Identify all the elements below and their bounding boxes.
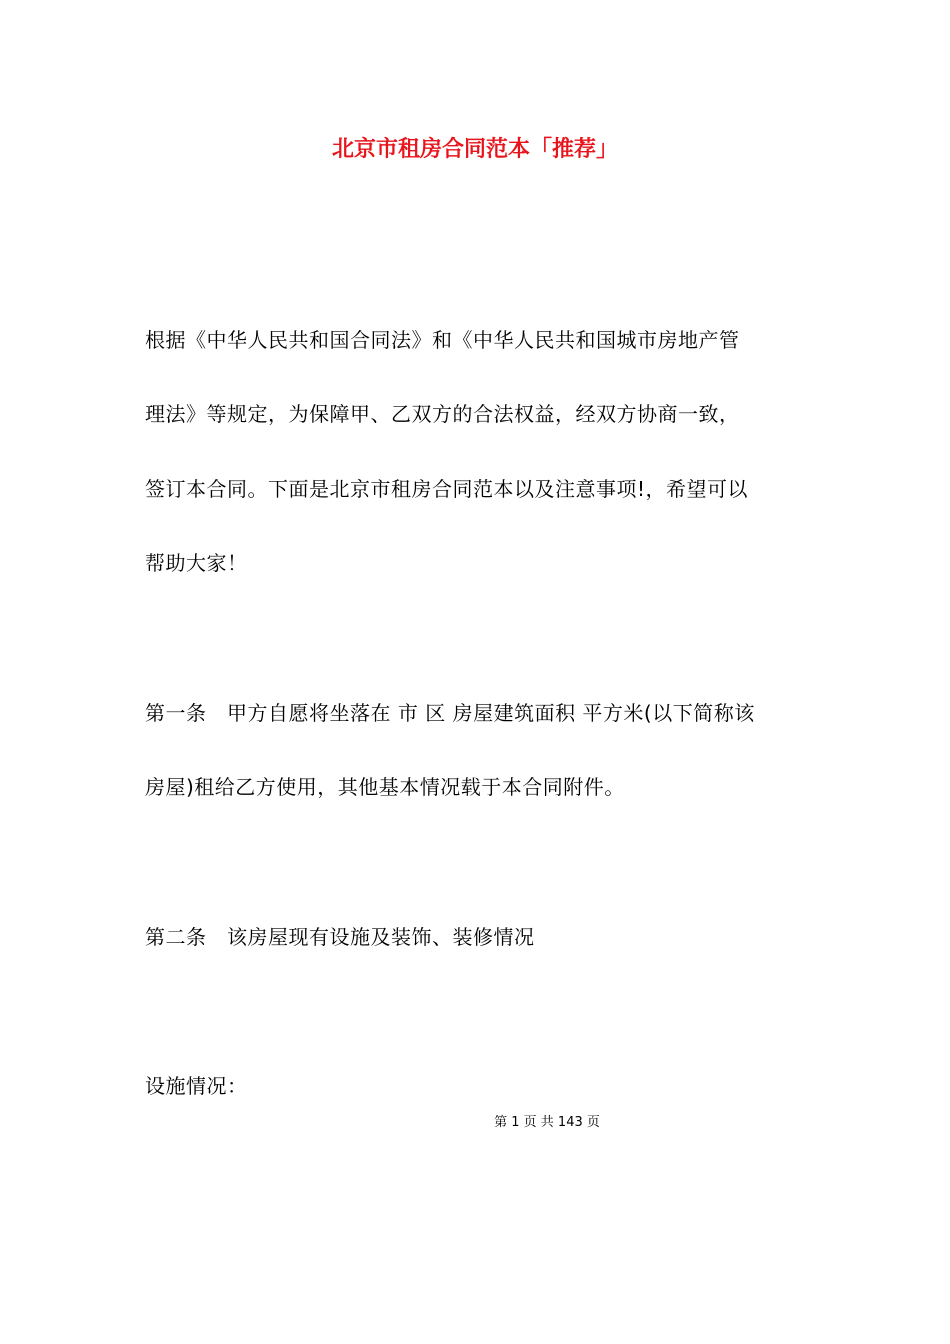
article-2-heading: 第二条 该房屋现有设施及装饰、装修情况 (145, 925, 535, 949)
intro-paragraph-line-4: 帮助大家！ (145, 551, 248, 575)
article-1-line-2: 房屋)租给乙方使用，其他基本情况载于本合同附件。 (145, 775, 625, 799)
intro-paragraph-line-1: 根据《中华人民共和国合同法》和《中华人民共和国城市房地产管 (145, 328, 740, 352)
intro-paragraph-line-3: 签订本合同。下面是北京市租房合同范本以及注意事项!，希望可以 (145, 477, 749, 501)
facilities-heading: 设施情况： (145, 1074, 248, 1098)
document-title: 北京市租房合同范本「推荐」 (331, 137, 618, 162)
article-1-line-1: 第一条 甲方自愿将坐落在 市 区 房屋建筑面积 平方米(以下简称该 (145, 701, 755, 725)
intro-paragraph-line-2: 理法》等规定，为保障甲、乙双方的合法权益，经双方协商一致， (145, 402, 740, 426)
page-number-footer: 第 1 页 共 143 页 (494, 1115, 600, 1130)
